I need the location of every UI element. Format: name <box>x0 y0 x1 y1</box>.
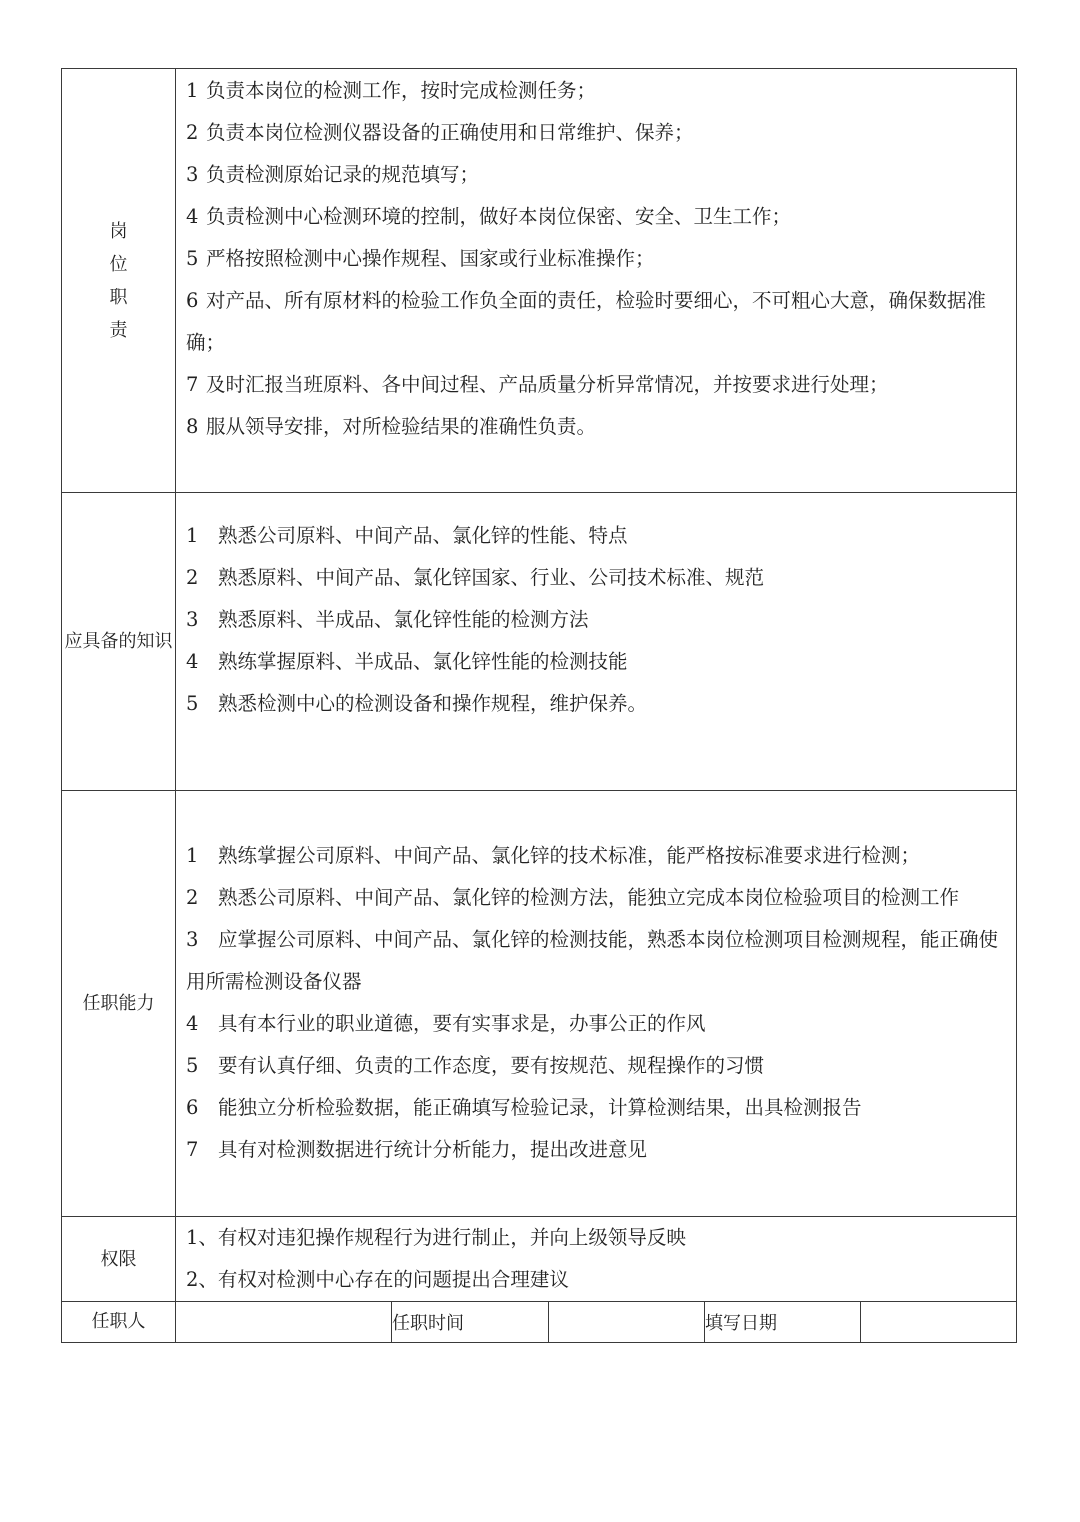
tenure-label: 任职时间 <box>392 1302 549 1343</box>
list-item: 1 熟悉公司原料、中间产品、氯化锌的性能、特点 <box>186 524 628 547</box>
list-item: 6 能独立分析检验数据，能正确填写检验记录，计算检测结果，出具检测报告 <box>186 1096 862 1119</box>
list-item: 1 负责本岗位的检测工作，按时完成检测任务； <box>186 79 597 102</box>
list-item: 2 负责本岗位检测仪器设备的正确使用和日常维护、保养； <box>186 121 694 144</box>
authority-label: 权限 <box>62 1217 176 1302</box>
list-item: 2 熟悉公司原料、中间产品、氯化锌的检测方法，能独立完成本岗位检验项目的检测工作 <box>186 886 960 909</box>
list-item: 7 及时汇报当班原料、各中间过程、产品质量分析异常情况，并按要求进行处理； <box>186 373 889 396</box>
list-item: 4 熟练掌握原料、半成品、氯化锌性能的检测技能 <box>186 650 628 673</box>
authority-content <box>176 1217 1017 1302</box>
list-item: 8 服从领导安排，对所检验结果的准确性负责。 <box>186 415 597 438</box>
holder-field[interactable] <box>176 1302 392 1343</box>
knowledge-content <box>176 493 1017 791</box>
list-item: 4 具有本行业的职业道德，要有实事求是，办事公正的作风 <box>186 1012 706 1035</box>
duties-list <box>176 69 1016 448</box>
list-item: 5 要有认真仔细、负责的工作态度，要有按规范、规程操作的习惯 <box>186 1054 765 1077</box>
abilities-list <box>176 791 1016 1171</box>
list-item: 2 熟悉原料、中间产品、氯化锌国家、行业、公司技术标准、规范 <box>186 566 765 589</box>
list-item: 5 严格按照检测中心操作规程、国家或行业标准操作； <box>186 247 655 270</box>
holder-label: 任职人 <box>62 1302 176 1343</box>
list-item: 3 负责检测原始记录的规范填写； <box>186 163 480 186</box>
signature-row <box>62 1302 1017 1343</box>
authority-list <box>176 1217 1016 1301</box>
tenure-field[interactable] <box>549 1302 705 1343</box>
list-item: 2、有权对检测中心存在的问题提出合理建议 <box>186 1268 569 1291</box>
list-item: 6 对产品、所有原材料的检验工作负全面的责任，检验时要细心，不可粗心大意，确保数据准确； <box>186 289 987 354</box>
knowledge-label: 应具备的知识 <box>62 493 176 791</box>
fill-date-label: 填写日期 <box>705 1302 861 1343</box>
duties-label: 岗 位 职 责 <box>62 69 176 493</box>
list-item: 1、有权对违犯操作规程行为进行制止，并向上级领导反映 <box>186 1226 686 1249</box>
knowledge-list <box>176 493 1016 725</box>
authority-row <box>62 1217 1017 1302</box>
duties-content <box>176 69 1017 493</box>
knowledge-row <box>62 493 1017 791</box>
abilities-row <box>62 791 1017 1217</box>
list-item: 4 负责检测中心检测环境的控制，做好本岗位保密、安全、卫生工作； <box>186 205 792 228</box>
list-item: 5 熟悉检测中心的检测设备和操作规程，维护保养。 <box>186 692 648 715</box>
list-item: 7 具有对检测数据进行统计分析能力，提出改进意见 <box>186 1138 648 1161</box>
list-item: 1 熟练掌握公司原料、中间产品、氯化锌的技术标准，能严格按标准要求进行检测； <box>186 844 921 867</box>
duties-row <box>62 69 1017 493</box>
abilities-label: 任职能力 <box>62 791 176 1217</box>
abilities-content <box>176 791 1017 1217</box>
fill-date-field[interactable] <box>861 1302 1017 1343</box>
job-description-table <box>61 68 1017 1343</box>
list-item: 3 应掌握公司原料、中间产品、氯化锌的检测技能，熟悉本岗位检测项目检测规程，能正确使用所需检测设备仪器 <box>186 928 999 993</box>
list-item: 3 熟悉原料、半成品、氯化锌性能的检测方法 <box>186 608 589 631</box>
